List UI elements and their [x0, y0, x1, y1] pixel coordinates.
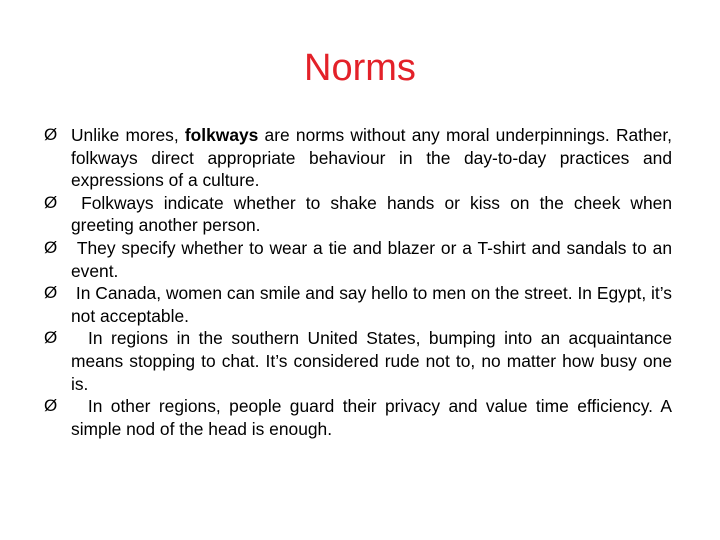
arrow-bullet-icon: Ø [44, 283, 58, 303]
bullet-text: Folkways indicate whether to shake hands or kiss on the cheek when greeting another person. [71, 192, 677, 236]
slide-title: Norms [304, 47, 416, 89]
bullet-text-before: Unlike mores, [71, 125, 185, 145]
bullet-text-after: are norms without any moral underpinnings. Rather, folkways direct appropriate behaviour in the day-to-day practices and expressions of a culture. [71, 125, 673, 191]
bullet-item-other-regions [44, 395, 677, 440]
bullet-item-attire [44, 237, 677, 282]
arrow-bullet-icon: Ø [44, 237, 58, 257]
arrow-bullet-icon: Ø [44, 192, 58, 212]
bullet-item-folkways-definition [44, 124, 672, 192]
bullet-text: They specify whether to wear a tie and blazer or a T-shirt and sandals to an event. [71, 237, 677, 281]
arrow-bullet-icon: Ø [44, 396, 58, 416]
bullet-item-canada-egypt [44, 282, 677, 327]
bullet-item-greeting [44, 192, 677, 237]
bullet-list [44, 124, 677, 440]
bullet-text-bold: folkways [184, 125, 259, 145]
bullet-text: In Canada, women can smile and say hello to men on the street. In Egypt, it’s not acceptable. [71, 283, 677, 326]
arrow-bullet-icon: Ø [44, 125, 58, 144]
arrow-bullet-icon: Ø [44, 328, 58, 348]
bullet-text: In other regions, people guard their privacy and value time efficiency. A simple nod of the head is enough. [71, 396, 677, 439]
bullet-text: In regions in the southern United States, bumping into an acquaintance means stopping to chat. It’s considered rude not to, no matter how busy one is. [71, 328, 677, 394]
bullet-item-southern-us [44, 327, 677, 395]
